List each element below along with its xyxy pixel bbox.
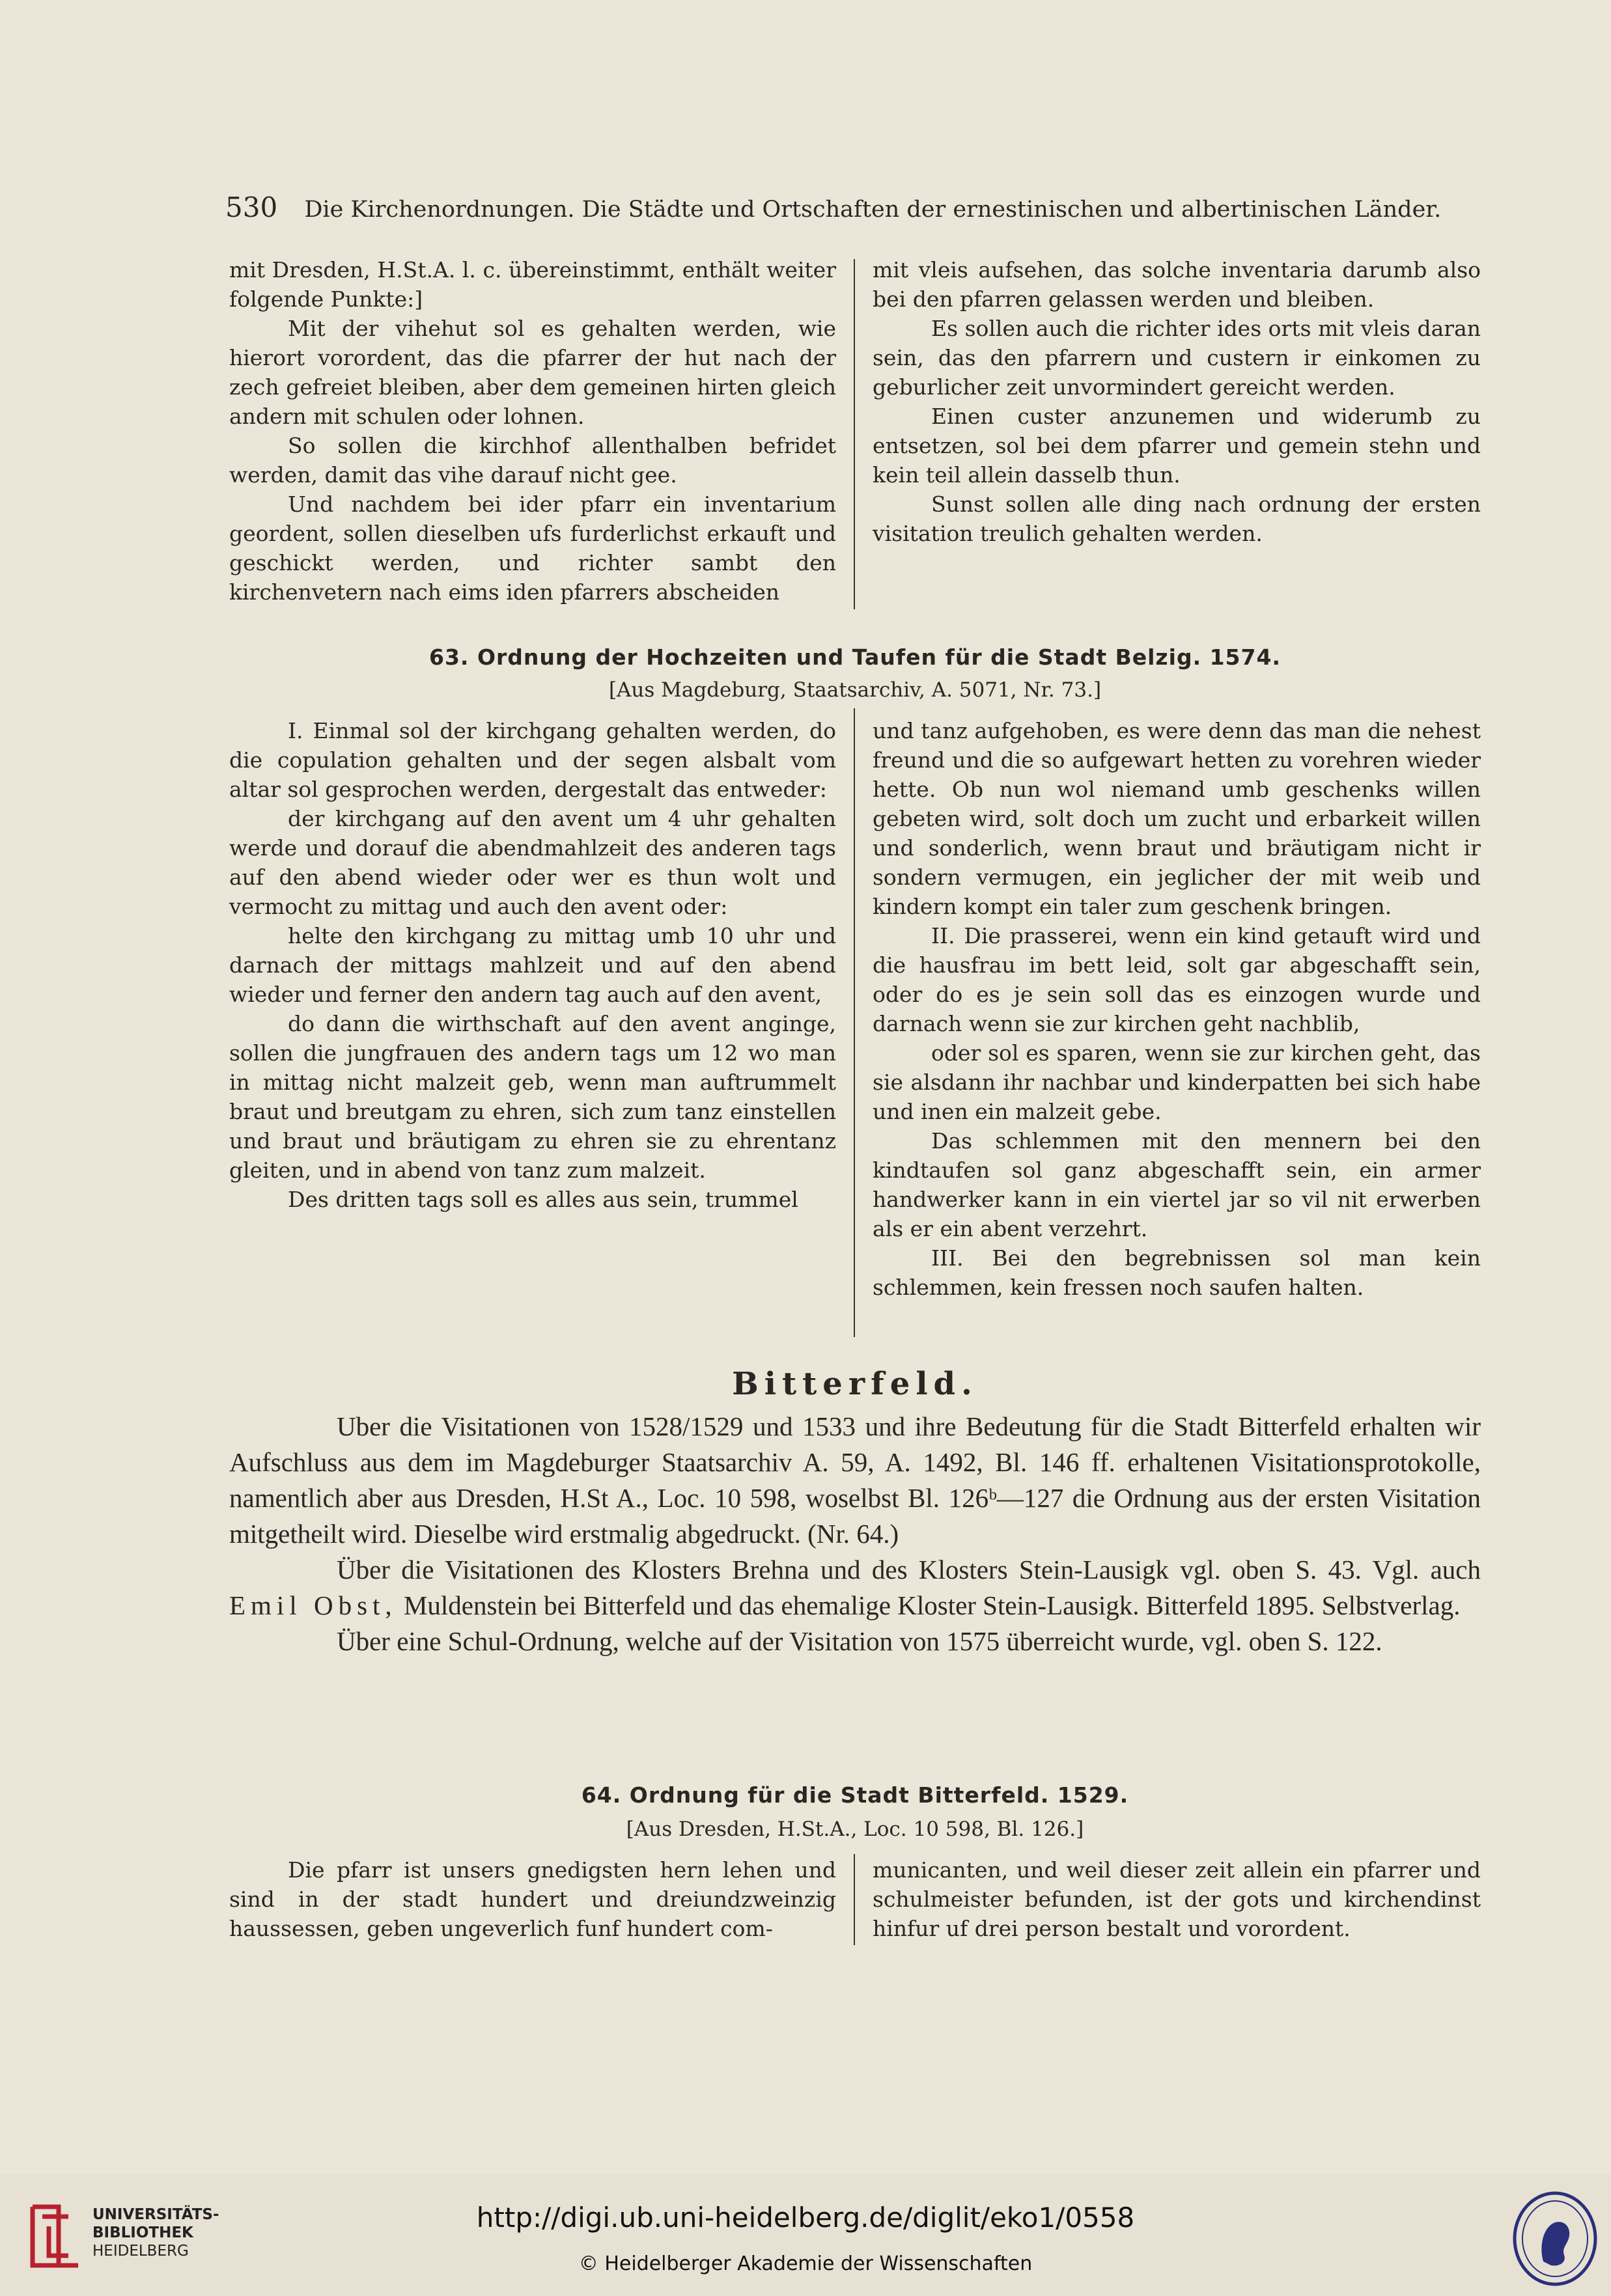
running-header — [225, 191, 1482, 223]
paragraph: Einen custer anzunemen und widerumb zu entsetzen, sol bei dem pfarrer und gemein stehn und kein teil allein dasselb thun. — [873, 404, 1481, 488]
paragraph: Und nachdem bei ider pfarr ein inventarium geordent, sollen dieselben ufs furderlichst erkauft und geschickt werden, und richter sambt den kirchenvetern nach eims iden pfarrers abscheiden — [229, 491, 836, 605]
paragraph: Es sollen auch die richter ides orts mit vleis daran sein, das den pfarrern und custern ir einkomen zu geburlicher zeit unvormindert gereicht werden. — [873, 316, 1481, 400]
text-run: Muldenstein bei Bitterfeld und das ehemalige Kloster Stein-Lausigk. Bitterfeld 1895. Selbstverlag. — [403, 1590, 1461, 1620]
paragraph: Uber die Visitationen von 1528/1529 und 1533 und ihre Bedeutung für die Stadt Bitterfeld erhalten wir Aufschluss aus dem im Magdeburger Staatsarchiv A. 59, A. 1492, Bl. 146 ff. erhaltenen Visitationsprotokolle, namentlich aber aus Dresden, H.St A., Loc. 10 598, woselbst Bl. 126ᵇ—127 die Ordnung aus der ersten Visitation mitgetheilt wird. Dieselbe wird erstmalig abgedruckt. (Nr. 64.) — [229, 1411, 1481, 1549]
section-64-source: [Aus Dresden, H.St.A., Loc. 10 598, Bl. 126.] — [626, 1818, 1084, 1841]
header-title: Die Kirchenordnungen. Die Städte und Ortschaften der ernestinischen und albertinischen Länder. — [304, 197, 1442, 223]
section-63-heading: 63. Ordnung der Hochzeiten und Taufen für die Stadt Belzig. 1574. — [429, 644, 1281, 670]
paragraph: mit Dresden, H.St.A. l. c. übereinstimmt, enthält weiter folgende Punkte:] — [229, 257, 836, 312]
author-name: Emil Obst, — [229, 1590, 397, 1620]
section-63-right-column — [873, 716, 1481, 1302]
paragraph: Mit der vihehut sol es gehalten werden, wie hierort vorordent, das die pfarrer der hut nach der zech gefreiet bleiben, aber dem gemeinen hirten gleich andern mit schulen oder lohnen. — [229, 316, 836, 429]
library-line: UNIVERSITÄTS- — [92, 2206, 219, 2223]
digital-library-footer — [0, 2174, 1611, 2296]
section-63-left-column — [229, 716, 836, 1214]
paragraph: Die pfarr ist unsers gnedigsten hern lehen und sind in der stadt hundert und dreiundzweinzig haussessen, geben ungeverlich funf hundert com- — [229, 1857, 836, 1941]
paragraph: Über eine Schul-Ordnung, welche auf der Visitation von 1575 überreicht wurde, vgl. oben S. 122. — [337, 1626, 1382, 1656]
bitterfeld-intro — [229, 1409, 1481, 1659]
column-divider — [854, 1854, 855, 1945]
academy-seal-icon — [1509, 2190, 1601, 2288]
section-63-source: [Aus Magdeburg, Staatsarchiv, A. 5071, Nr. 73.] — [608, 678, 1102, 702]
paragraph: So sollen die kirchhof allenthalben befridet werden, damit das vihe darauf nicht gee. — [229, 433, 836, 488]
paragraph: Sunst sollen alle ding nach ordnung der ersten visitation treulich gehalten werden. — [873, 491, 1481, 546]
column-divider — [854, 708, 855, 1337]
copyright-notice: © Heidelberger Akademie der Wissenschaften — [578, 2252, 1033, 2275]
library-line: HEIDELBERG — [92, 2243, 189, 2260]
column-divider — [854, 259, 855, 609]
paragraph: helte den kirchgang zu mittag umb 10 uhr und darnach der mittags mahlzeit und auf den abend wieder und ferner den andern tag auch auf den avent, — [229, 923, 836, 1007]
paragraph: III. Bei den begrebnissen sol man kein schlemmen, kein fressen noch saufen halten. — [873, 1245, 1481, 1300]
paragraph — [229, 1552, 1481, 1624]
paragraph: oder sol es sparen, wenn sie zur kirchen geht, das sie alsdann ihr nachbar und kinderpatten bei sich habe und inen ein malzeit gebe. — [873, 1040, 1481, 1124]
paragraph: Des dritten tags soll es alles aus sein, trummel — [288, 1187, 798, 1212]
library-line: BIBLIOTHEK — [92, 2224, 193, 2241]
paragraph: municanten, und weil dieser zeit allein ein pfarrer und schulmeister befunden, ist der gots und kirchendinst hinfur uf drei person bestalt und vorordent. — [873, 1857, 1481, 1941]
top-left-column — [229, 255, 836, 607]
paragraph: mit vleis aufsehen, das solche inventaria darumb also bei den pfarren gelassen werden und bleiben. — [873, 257, 1481, 312]
city-heading: Bitterfeld. — [732, 1366, 978, 1402]
section-64-heading: 64. Ordnung für die Stadt Bitterfeld. 1529. — [581, 1782, 1129, 1808]
paragraph: I. Einmal sol der kirchgang gehalten werden, do die copulation gehalten und der segen alsbalt vom altar sol gesprochen werden, dergestalt das entweder: — [229, 718, 836, 802]
paragraph: II. Die prasserei, wenn ein kind getauft wird und die hausfrau im bett leid, solt gar abgeschafft sein, oder do es je sein soll das es einzogen wurde und darnach wenn sie zur kirchen geht nachblib, — [873, 923, 1481, 1036]
top-right-column — [873, 255, 1481, 548]
section-64-left-column — [229, 1855, 836, 1943]
page-number: 530 — [225, 191, 278, 223]
permalink-url[interactable]: http://digi.ub.uni-heidelberg.de/diglit/eko1/0558 — [476, 2202, 1135, 2234]
text-run: Über die Visitationen des Klosters Brehna und des Klosters Stein-Lausigk vgl. oben S. 43. Vgl. auch — [337, 1555, 1481, 1584]
paragraph: Das schlemmen mit den mennern bei den kindtaufen sol ganz abgeschafft sein, ein armer handwerker kann in ein viertel jar so vil nit erwerben als er ein abent verzehrt. — [873, 1128, 1481, 1241]
paragraph: der kirchgang auf den avent um 4 uhr gehalten werde und dorauf die abendmahlzeit des anderen tags auf den abend wieder oder wer es thun wolt und vermocht zu mittag und auch den avent oder: — [229, 806, 836, 919]
paragraph: do dann die wirthschaft auf den avent anginge, sollen die jungfrauen des andern tags um 12 wo man in mittag nicht malzeit geb, wenn man auftrummelt braut und breutgam zu ehren, sich zum tanz einstellen und braut und bräutigam zu ehren sie zu ehrentanz gleiten, und in abend von tanz zum malzeit. — [229, 1011, 836, 1183]
paragraph: und tanz aufgehoben, es were denn das man die nehest freund und die so aufgewart hetten zu vorehren wieder hette. Ob nun wol niemand umb geschenks willen gebeten wird, solt doch um zucht und erbarkeit willen und sonderlich, wenn braut und bräutigam nicht ir sondern vermugen, ein jeglicher der mit weib und kindern kompt ein taler zum geschenk bringen. — [873, 718, 1481, 919]
section-64-right-column — [873, 1855, 1481, 1943]
